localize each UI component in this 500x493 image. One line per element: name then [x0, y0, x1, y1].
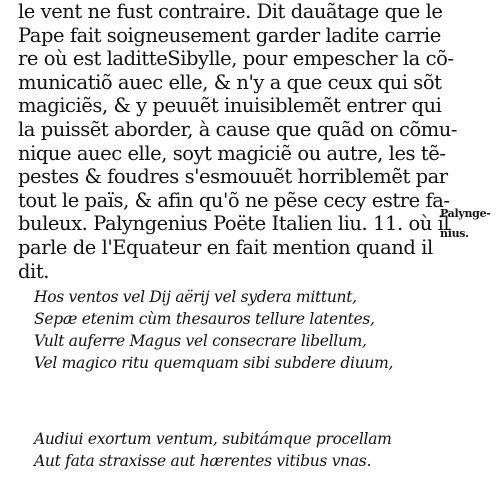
verse-line: Aut fata straxisse aut hærentes vitibus vnas. [34, 452, 372, 470]
verse-line: Audiui exortum ventum, subitámque procellam [34, 430, 392, 448]
prose-line: nique auec elle, soyt magiciẽ ou autre, les tẽ- [18, 141, 446, 165]
prose-line: tout le païs, & afin qu'õ ne pẽse cecy estre fa- [18, 188, 450, 212]
prose-line: pestes & foudres s'esmouuẽt horriblemẽt par [18, 165, 448, 189]
prose-paragraph [18, 0, 458, 283]
prose-line: parle de l'Equateur en fait mention quand il [18, 235, 433, 259]
prose-line: Pape fait soigneusement garder ladite carrie [18, 23, 441, 47]
verse-line: Sepæ etenim cùm thesauros tellure latentes, [34, 310, 375, 328]
prose-line: le vent ne fust contraire. Dit dauãtage que le [18, 0, 443, 23]
prose-line: buleux. Palyngenius Poëte Italien liu. 11. où il [18, 212, 450, 236]
prose-line: re où est laditteSibylle, pour empescher la cõ- [18, 47, 454, 71]
prose-line: dit. [18, 259, 49, 283]
latin-verse-block-2 [34, 428, 434, 472]
verse-line: Vel magico ritu quemquam sibi subdere diuum, [34, 354, 394, 372]
marginal-note-line: Palynge- [440, 207, 491, 220]
verse-line: Vult auferre Magus vel consecrare libellum, [34, 332, 367, 350]
prose-line: la puissẽt aborder, à cause que quãd on cõmu- [18, 117, 458, 141]
marginal-note-line: nius. [440, 227, 469, 240]
prose-line: municatiõ auec elle, & n'y a que ceux qui sõt [18, 70, 442, 94]
verse-line: Hos ventos vel Dij aërij vel sydera mittunt, [34, 288, 357, 306]
marginal-note [440, 204, 500, 244]
prose-line: magiciẽs, & y peuuẽt inuisiblemẽt entrer qui [18, 94, 442, 118]
latin-verse-block [34, 286, 434, 374]
